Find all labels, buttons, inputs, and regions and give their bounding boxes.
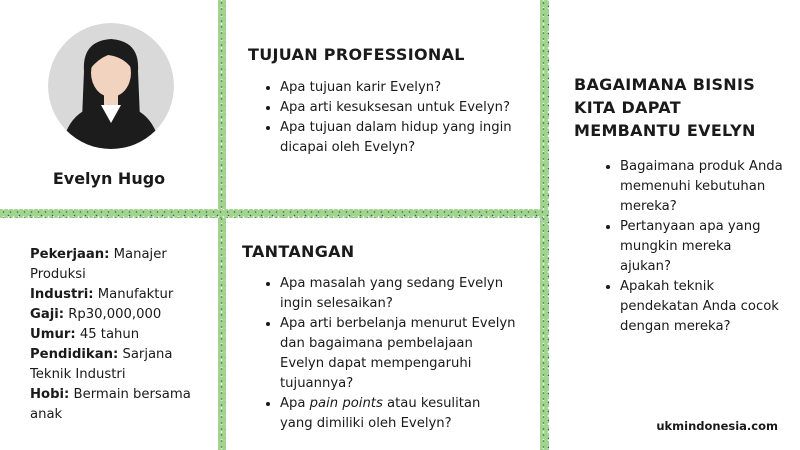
profile-line — [30, 385, 215, 425]
list-item: • Apa tujuan karir Evelyn? — [280, 78, 550, 98]
divider-vertical-left — [218, 0, 226, 450]
challenges-heading: TANTANGAN — [242, 242, 355, 261]
profile-label: Hobi: — [30, 387, 70, 402]
list-item: • Bagaimana produk Anda memenuhi kebutuhan mereka? — [620, 157, 785, 217]
list-item: • Apa masalah yang sedang Evelyn ingin selesaikan? — [280, 274, 516, 314]
goals-list — [262, 78, 550, 158]
profile-label: Pendidikan: — [30, 347, 119, 362]
list-item: • Apakah teknik pendekatan Anda cocok dengan mereka? — [620, 277, 785, 337]
help-heading: BAGAIMANA BISNIS KITA DAPAT MEMBANTU EVELYN — [574, 75, 756, 140]
challenges-list — [262, 274, 516, 434]
woman-avatar-icon — [48, 23, 174, 149]
list-item: • Pertanyaan apa yang mungkin mereka ajukan? — [620, 217, 785, 277]
list-item — [280, 394, 516, 434]
profile-value: Sarjana Teknik Industri — [30, 347, 173, 382]
divider-vertical-right — [540, 0, 549, 450]
list-item: • Apa tujuan dalam hidup yang ingin dicapai oleh Evelyn? — [280, 118, 550, 158]
persona-profile — [30, 245, 215, 425]
profile-value: Manajer Produksi — [30, 247, 167, 282]
profile-value: Rp30,000,000 — [64, 307, 162, 322]
profile-line — [30, 325, 215, 345]
profile-label: Umur: — [30, 327, 76, 342]
profile-line — [30, 345, 215, 385]
profile-value: Manufaktur — [93, 287, 174, 302]
source-credit: ukmindonesia.com — [656, 419, 778, 433]
item-suffix: atau kesulitan yang dimiliki oleh Evelyn? — [280, 396, 481, 431]
item-emphasis: pain points — [309, 396, 383, 411]
profile-line — [30, 305, 215, 325]
list-item: • Apa arti berbelanja menurut Evelyn dan bagaimana pembelajaan Evelyn dapat mempengaruhi tujuannya? — [280, 314, 516, 394]
profile-label: Pekerjaan: — [30, 247, 110, 262]
list-item: • Apa arti kesuksesan untuk Evelyn? — [280, 98, 550, 118]
profile-label: Gaji: — [30, 307, 65, 322]
persona-name: Evelyn Hugo — [52, 169, 166, 188]
profile-value: 45 tahun — [75, 327, 140, 342]
profile-line — [30, 285, 215, 305]
goals-heading: TUJUAN PROFESSIONAL — [248, 45, 465, 64]
item-prefix: Apa — [280, 396, 310, 411]
divider-horizontal — [0, 209, 549, 218]
help-list — [602, 157, 785, 337]
profile-label: Industri: — [30, 287, 94, 302]
profile-line — [30, 245, 215, 285]
profile-value: Bermain bersama anak — [30, 387, 191, 422]
